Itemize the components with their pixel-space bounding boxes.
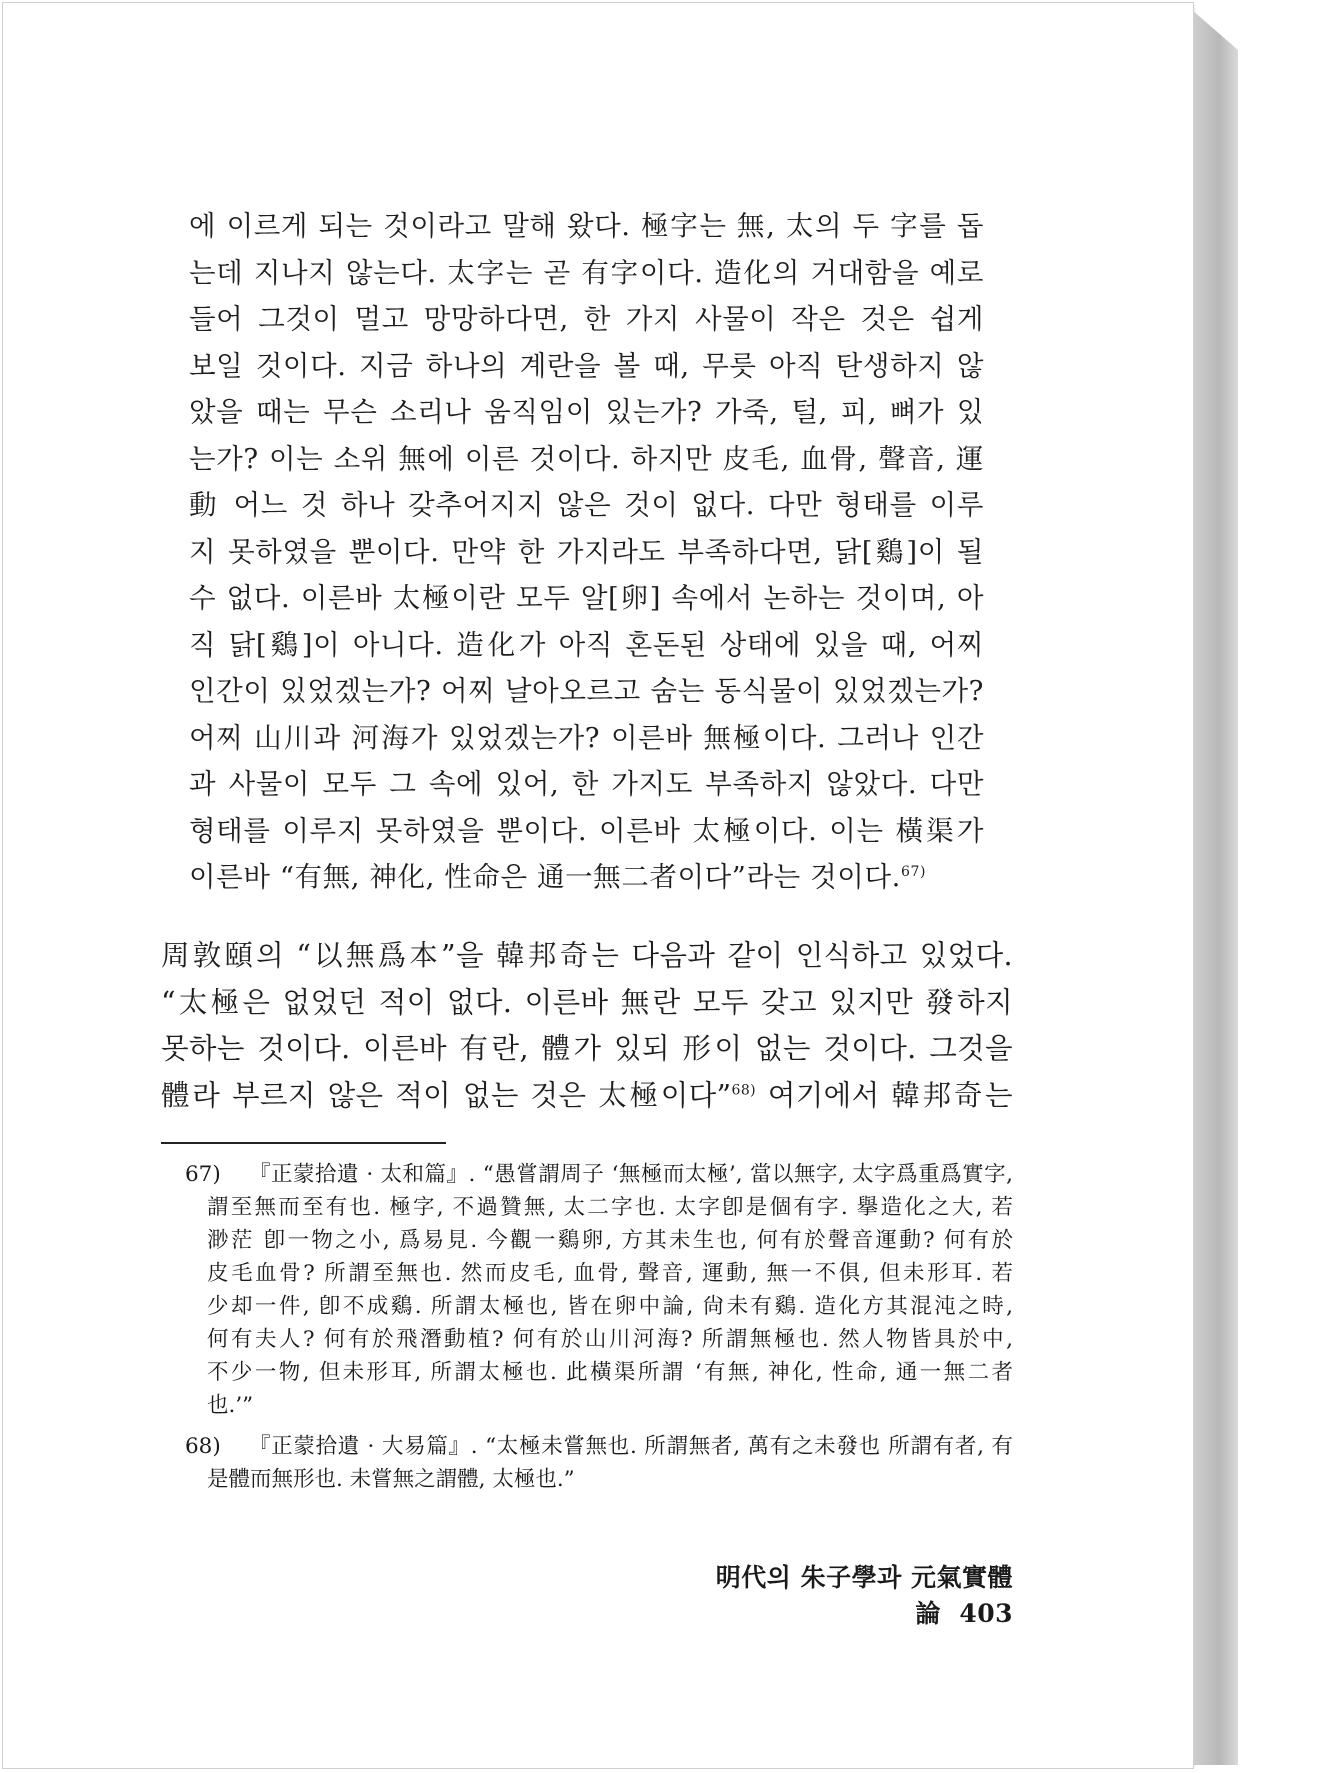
footnote-text-cont (185, 1191, 1013, 1422)
footnote-line: 少却一件, 卽不成鷄. 所謂太極也, 皆在卵中論, 尙未有鷄. 造化方其混沌之時, (207, 1294, 1013, 1319)
page-edge (1192, 10, 1238, 1765)
quote-line: 수 없다. 이른바 太極이란 모두 알[卵] 속에서 논하는 것이며, 아 (189, 582, 984, 614)
footnote-text-cont (185, 1463, 1013, 1496)
quote-line: 보일 것이다. 지금 하나의 계란을 볼 때, 무릇 아직 탄생하지 않 (189, 349, 984, 382)
footnote-divider (161, 1142, 446, 1144)
quote-line: 動 어느 것 하나 갖추어지지 않은 것이 없다. 다만 형태를 이루 (189, 489, 984, 521)
quote-line: 들어 그것이 멀고 망망하다면, 한 가지 사물이 작은 것은 쉽게 (189, 303, 984, 335)
footnote-line: 是體而無形也. 未嘗無之謂體, 太極也.” (207, 1467, 575, 1492)
footnote-ref-67[interactable]: 67) (900, 863, 927, 880)
body-line-tail: 여기에서 韓邦奇는 (756, 1078, 1013, 1112)
body-line: “太極은 없었던 적이 없다. 이른바 無란 모두 갖고 있지만 發하지 (161, 985, 1013, 1019)
footnote-line: 也.’” (207, 1393, 254, 1418)
footnote-text (185, 1158, 1013, 1191)
footnote-line: 渺茫 卽一物之小, 爲易見. 今觀一鷄卵, 方其未生也, 何有於聲音運動? 何有於 (207, 1228, 1013, 1253)
quote-line: 형태를 이루지 못하였을 뿐이다. 이른바 太極이다. 이는 橫渠가 (189, 814, 984, 847)
footnote-line: 『正蒙拾遺 · 大易篇』. “太極未嘗無也. 所謂無者, 萬有之未發也 所謂有者, 有 (249, 1434, 1013, 1459)
footnote-ref-68[interactable]: 68) (731, 1082, 757, 1098)
quote-line: 직 닭[鷄]이 아니다. 造化가 아직 혼돈된 상태에 있을 때, 어찌 (189, 628, 984, 661)
body-line: 周敦頤의 “以無爲本”을 韓邦奇는 다음과 같이 인식하고 있었다. (161, 939, 1013, 972)
quote-line: 는가? 이는 소위 無에 이른 것이다. 하지만 皮毛, 血骨, 聲音, 運 (189, 442, 984, 475)
footnote-text (185, 1430, 1013, 1463)
footnote-number: 67) (185, 1162, 221, 1187)
body-line: 못하는 것이다. 이른바 有란, 體가 있되 形이 없는 것이다. 그것을 (161, 1032, 1013, 1065)
footnotes (185, 1158, 1013, 1496)
quote-line: 는데 지나지 않는다. 太字는 곧 有字이다. 造化의 거대함을 예로 (189, 256, 984, 289)
footnote-67 (185, 1158, 1013, 1422)
running-title: 明代의 朱子學과 元氣實體論 (715, 1563, 1013, 1628)
footnote-line: 皮毛血骨? 所謂至無也. 然而皮毛, 血骨, 聲音, 運動, 無一不俱, 但未形耳. 若 (207, 1261, 1013, 1286)
quote-line: 았을 때는 무슨 소리나 움직임이 있는가? 가죽, 털, 피, 뼈가 있 (189, 396, 984, 428)
quote-line: 이른바 “有無, 神化, 性命은 通一無二者이다”라는 것이다. (189, 861, 901, 893)
book-page (2, 2, 1194, 1769)
quote-line: 에 이르게 되는 것이라고 말해 왔다. 極字는 無, 太의 두 字를 돕 (189, 210, 984, 242)
footnote-line: 何有夫人? 何有於飛潛動植? 何有於山川河海? 所謂無極也. 然人物皆具於中, (207, 1327, 1013, 1352)
quoted-passage (189, 203, 984, 901)
quote-line: 어찌 山川과 河海가 있었겠는가? 이른바 無極이다. 그러나 인간 (189, 721, 984, 754)
footnote-line: 『正蒙拾遺 · 太和篇』. “愚嘗謂周子 ‘無極而太極’, 當以無字, 太字爲重爲實字, (249, 1162, 1013, 1187)
page-number: 403 (959, 1599, 1013, 1628)
quote-line-last (189, 854, 984, 901)
running-footer (639, 1558, 1013, 1630)
footnote-line: 不少一物, 但未形耳, 所謂太極也. 此橫渠所謂 ‘有無, 神化, 性命, 通一無二者 (207, 1360, 1013, 1385)
footnote-68 (185, 1430, 1013, 1496)
body-line: 體라 부르지 않은 적이 없는 것은 太極이다” (161, 1078, 732, 1112)
footnote-number: 68) (185, 1434, 221, 1459)
quote-line: 과 사물이 모두 그 속에 있어, 한 가지도 부족하지 않았다. 다만 (189, 768, 984, 800)
quote-line: 인간이 있었겠는가? 어찌 날아오르고 숨는 동식물이 있었겠는가? (189, 675, 984, 707)
quote-line: 지 못하였을 뿐이다. 만약 한 가지라도 부족하다면, 닭[鷄]이 될 (189, 535, 984, 568)
footnote-line: 謂至無而至有也. 極字, 不過贊無, 太二字也. 太字卽是個有字. 擧造化之大, 若 (207, 1195, 1013, 1220)
body-paragraph (161, 933, 1013, 1119)
body-line-last (161, 1073, 1013, 1120)
